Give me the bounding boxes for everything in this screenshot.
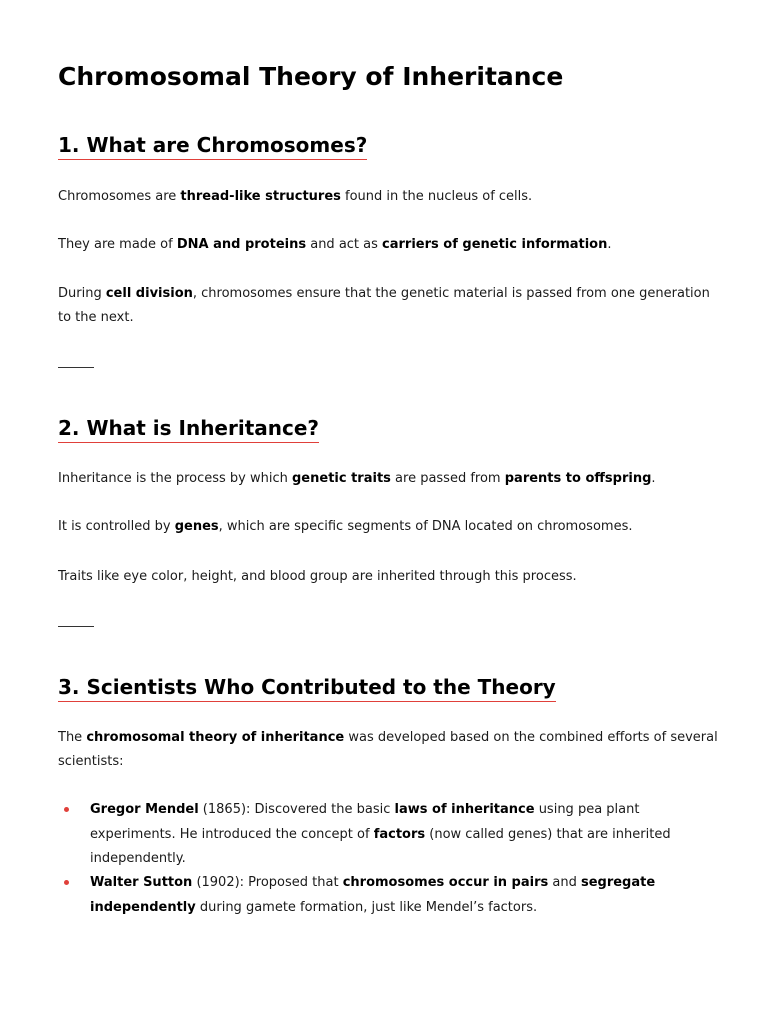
bullet-icon bbox=[64, 807, 69, 812]
paragraph-inheritance-definition: Inheritance is the process by which genetic traits are passed from parents to offspring. bbox=[58, 471, 656, 486]
list-item-text: Walter Sutton (1902): Proposed that chromosomes occur in pairs and segregate independently during gamete formation, just like Mendel’s factors. bbox=[90, 875, 656, 915]
paragraph-traits: Traits like eye color, height, and blood group are inherited through this process. bbox=[58, 569, 577, 584]
section-heading-chromosomes: 1. What are Chromosomes? bbox=[58, 132, 367, 160]
page-title: Chromosomal Theory of Inheritance bbox=[58, 62, 564, 91]
section-divider bbox=[58, 367, 94, 368]
paragraph-chromosomes-definition: Chromosomes are thread-like structures found in the nucleus of cells. bbox=[58, 189, 533, 204]
paragraph-genes: It is controlled by genes, which are specific segments of DNA located on chromosomes. bbox=[58, 519, 633, 534]
paragraph-chromosomes-composition: They are made of DNA and proteins and act as carriers of genetic information. bbox=[58, 237, 612, 252]
section-heading-inheritance: 2. What is Inheritance? bbox=[58, 415, 319, 443]
bullet-icon bbox=[64, 880, 69, 885]
paragraph-scientists-intro: The chromosomal theory of inheritance was developed based on the combined efforts of several scientists: bbox=[58, 730, 718, 769]
section-divider bbox=[58, 626, 94, 627]
list-item-text: Gregor Mendel (1865): Discovered the basic laws of inheritance using pea plant experiments. He introduced the concept of factors (now called genes) that are inherited independently. bbox=[90, 802, 671, 866]
paragraph-cell-division: During cell division, chromosomes ensure that the genetic material is passed from one generation to the next. bbox=[58, 286, 710, 325]
section-heading-scientists: 3. Scientists Who Contributed to the Theory bbox=[58, 674, 556, 702]
